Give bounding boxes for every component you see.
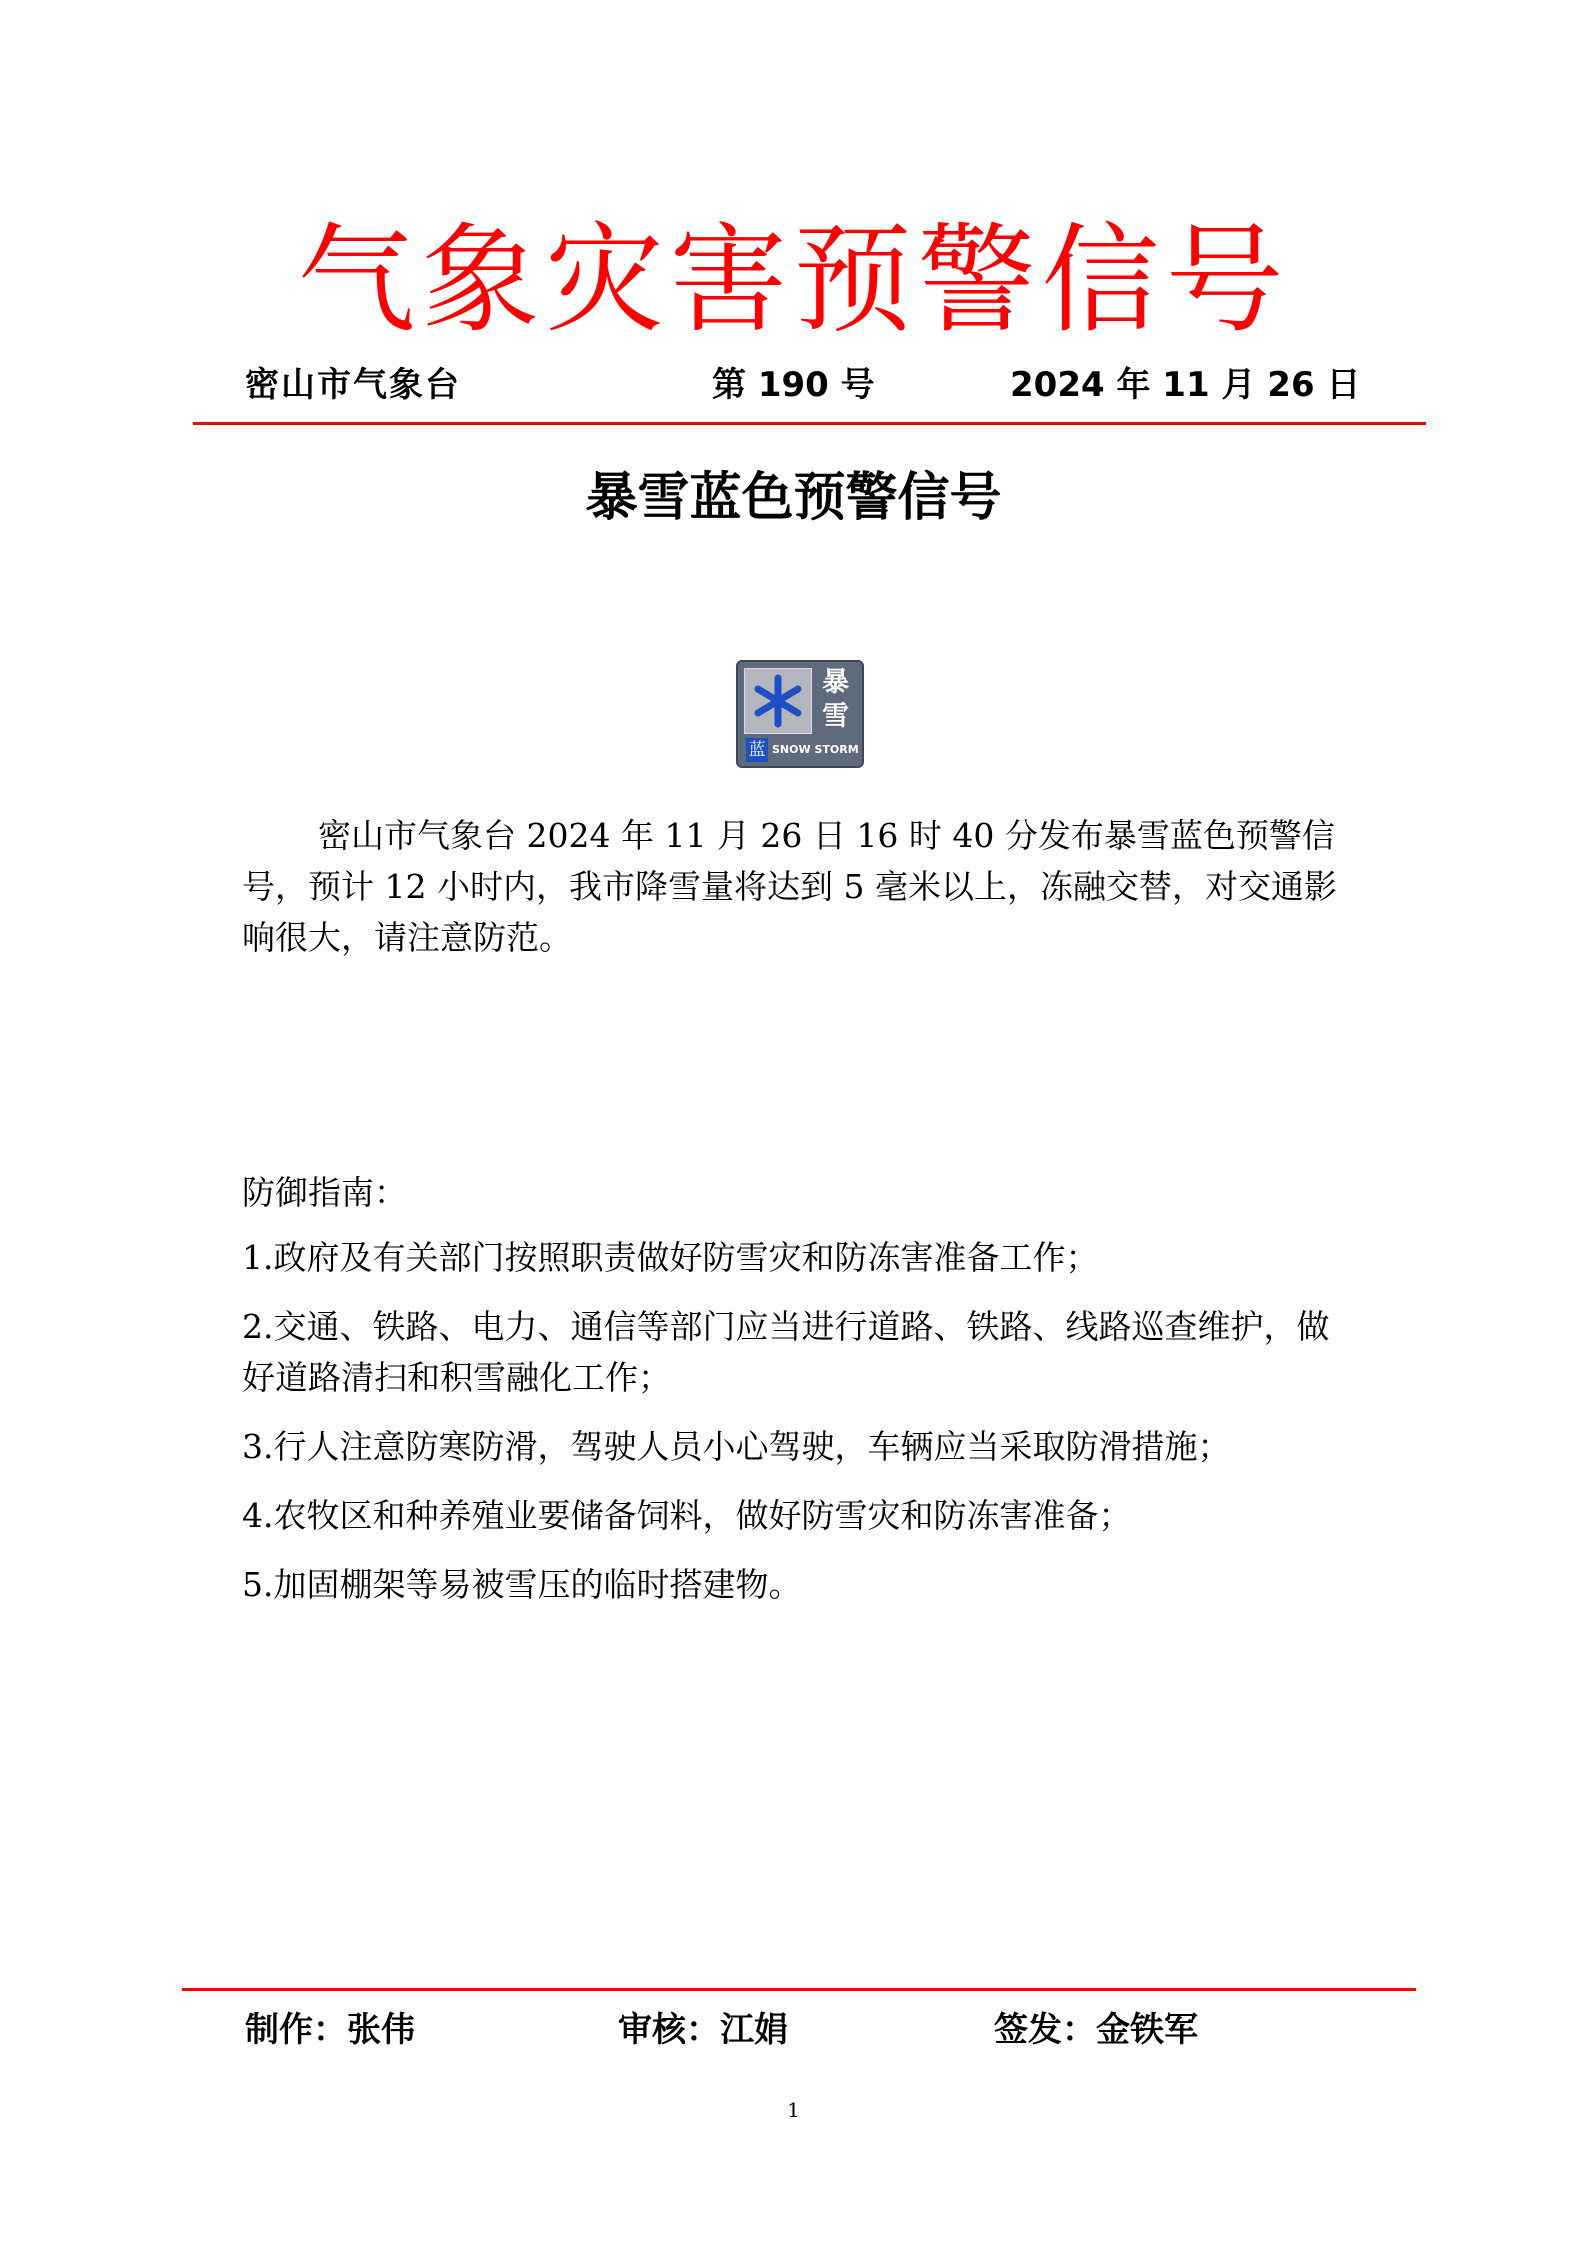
signal-title: 暴雪蓝色预警信号 bbox=[585, 468, 1002, 528]
snowstorm-blue-warning-badge bbox=[736, 660, 864, 768]
issue-number: 第 190 号 bbox=[712, 365, 875, 405]
footer-divider bbox=[182, 1988, 1416, 1991]
guide-item: 1.政府及有关部门按照职责做好防雪灾和防冻害准备工作； bbox=[242, 1238, 1099, 1277]
snowflake-icon bbox=[745, 669, 811, 733]
guide-list bbox=[242, 1232, 1362, 1628]
guide-item: 2.交通、铁路、电力、通信等部门应当进行道路、铁路、线路巡查维护，做好道路清扫和积雪融化工作； bbox=[242, 1307, 1330, 1397]
guide-heading: 防御指南： bbox=[242, 1173, 407, 1212]
guide-item: 4.农牧区和种养殖业要储备饲料，做好防雪灾和防冻害准备； bbox=[242, 1496, 1132, 1535]
announcement-paragraph: 密山市气象台 2024 年 11 月 26 日 16 时 40 分发布暴雪蓝色预警信号，预计 12 小时内，我市降雪量将达到 5 毫米以上，冻融交替，对交通影响很大，请注意防范。 bbox=[242, 816, 1337, 957]
badge-char-bao: 暴 bbox=[822, 667, 849, 698]
masthead-title: 气象灾害预警信号 bbox=[297, 211, 1290, 349]
footer-maker: 制作：张伟 bbox=[245, 2010, 415, 2050]
footer-signer: 签发：金铁军 bbox=[994, 2010, 1198, 2050]
badge-english-label: SNOW STORM bbox=[772, 743, 859, 756]
issuer-name: 密山市气象台 bbox=[245, 365, 461, 405]
header-divider bbox=[193, 422, 1426, 425]
guide-item: 5.加固棚架等易被雪压的临时搭建物。 bbox=[242, 1565, 802, 1604]
issue-date: 2024 年 11 月 26 日 bbox=[1010, 365, 1361, 405]
page-number: 1 bbox=[787, 2098, 800, 2122]
guide-item: 3.行人注意防寒防滑，驾驶人员小心驾驶，车辆应当采取防滑措施； bbox=[242, 1427, 1231, 1466]
badge-icon-box bbox=[744, 668, 812, 734]
footer-reviewer: 审核：江娟 bbox=[618, 2010, 788, 2050]
badge-char-xue: 雪 bbox=[822, 701, 849, 732]
badge-level-tag: 蓝 bbox=[746, 738, 768, 762]
